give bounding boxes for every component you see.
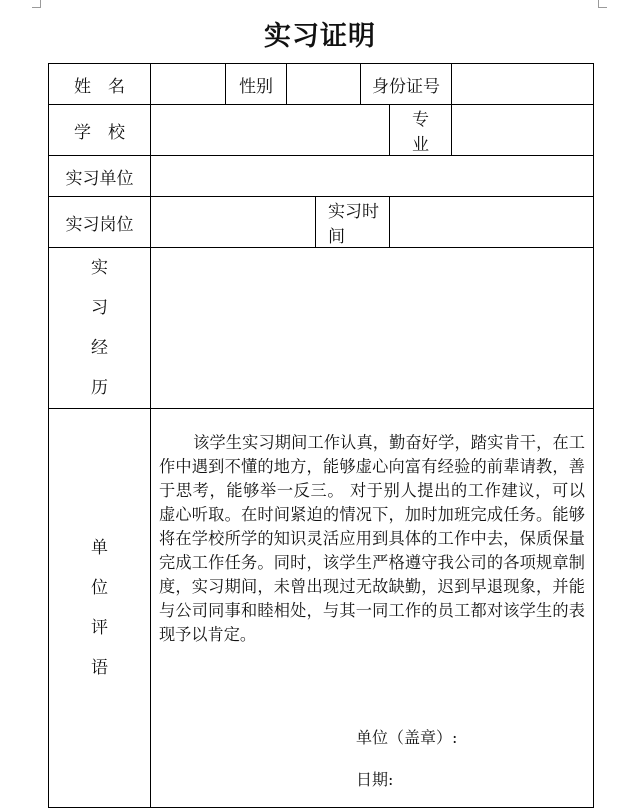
name-value[interactable] bbox=[151, 64, 226, 105]
experience-label-char: 经 bbox=[91, 338, 108, 358]
internship-experience-label bbox=[49, 248, 151, 409]
evaluation-label-char: 语 bbox=[91, 658, 108, 678]
experience-label-char: 实 bbox=[91, 258, 108, 278]
internship-unit-value[interactable] bbox=[151, 156, 594, 197]
evaluation-text: 该学生实习期间工作认真，勤奋好学，踏实肯干，在工作中遇到不懂的地方，能够虚心向富有经验的前辈请教，善于思考，能够举一反三。 对于别人提出的工作建议，可以虚心听取。在时间紧迫的情况下，加时加班完成任务。能够将在学校所学的知识灵活应用到具体的工作中去，保质保量完成工作任务。同时，该学生严格遵守我公司的各项规章制度，实习期间，未曾出现过无故缺勤，迟到早退现象，并能与公司同事和睦相处，与其一同工作的员工都对该学生的表现予以肯定。 bbox=[159, 433, 585, 644]
internship-form-table bbox=[48, 63, 594, 808]
experience-label-char: 习 bbox=[91, 298, 108, 318]
gender-label: 性别 bbox=[226, 64, 287, 105]
form-row-school bbox=[49, 105, 594, 156]
form-row-experience bbox=[49, 248, 594, 409]
id-number-label: 身份证号 bbox=[361, 64, 452, 105]
evaluation-label-char: 位 bbox=[91, 578, 108, 598]
id-number-value[interactable] bbox=[452, 64, 594, 105]
name-label: 姓 名 bbox=[49, 64, 151, 105]
experience-label-char: 历 bbox=[91, 378, 108, 398]
form-row-position bbox=[49, 197, 594, 248]
page-title: 实习证明 bbox=[264, 21, 376, 52]
gender-value[interactable] bbox=[287, 64, 361, 105]
school-value[interactable] bbox=[151, 105, 390, 156]
date-label: 日期: bbox=[356, 770, 394, 789]
evaluation-paragraph bbox=[159, 431, 585, 647]
major-value[interactable] bbox=[452, 105, 594, 156]
internship-position-label: 实习岗位 bbox=[49, 197, 151, 248]
internship-period-label: 实习时间 bbox=[316, 197, 390, 248]
page-corner-mark-right bbox=[598, 0, 607, 8]
internship-position-value[interactable] bbox=[151, 197, 316, 248]
unit-evaluation-content bbox=[151, 409, 594, 808]
form-row-basic bbox=[49, 64, 594, 105]
internship-period-value[interactable] bbox=[390, 197, 594, 248]
unit-evaluation-label bbox=[49, 409, 151, 808]
internship-experience-value[interactable] bbox=[151, 248, 594, 409]
company-seal-label: 单位（盖章）: bbox=[356, 728, 458, 747]
form-row-unit bbox=[49, 156, 594, 197]
internship-unit-label: 实习单位 bbox=[49, 156, 151, 197]
page-corner-mark-left bbox=[32, 0, 41, 8]
evaluation-label-char: 单 bbox=[91, 538, 108, 558]
form-row-evaluation bbox=[49, 409, 594, 808]
major-label: 专 业 bbox=[390, 105, 452, 156]
school-label: 学 校 bbox=[49, 105, 151, 156]
evaluation-label-char: 评 bbox=[91, 618, 108, 638]
